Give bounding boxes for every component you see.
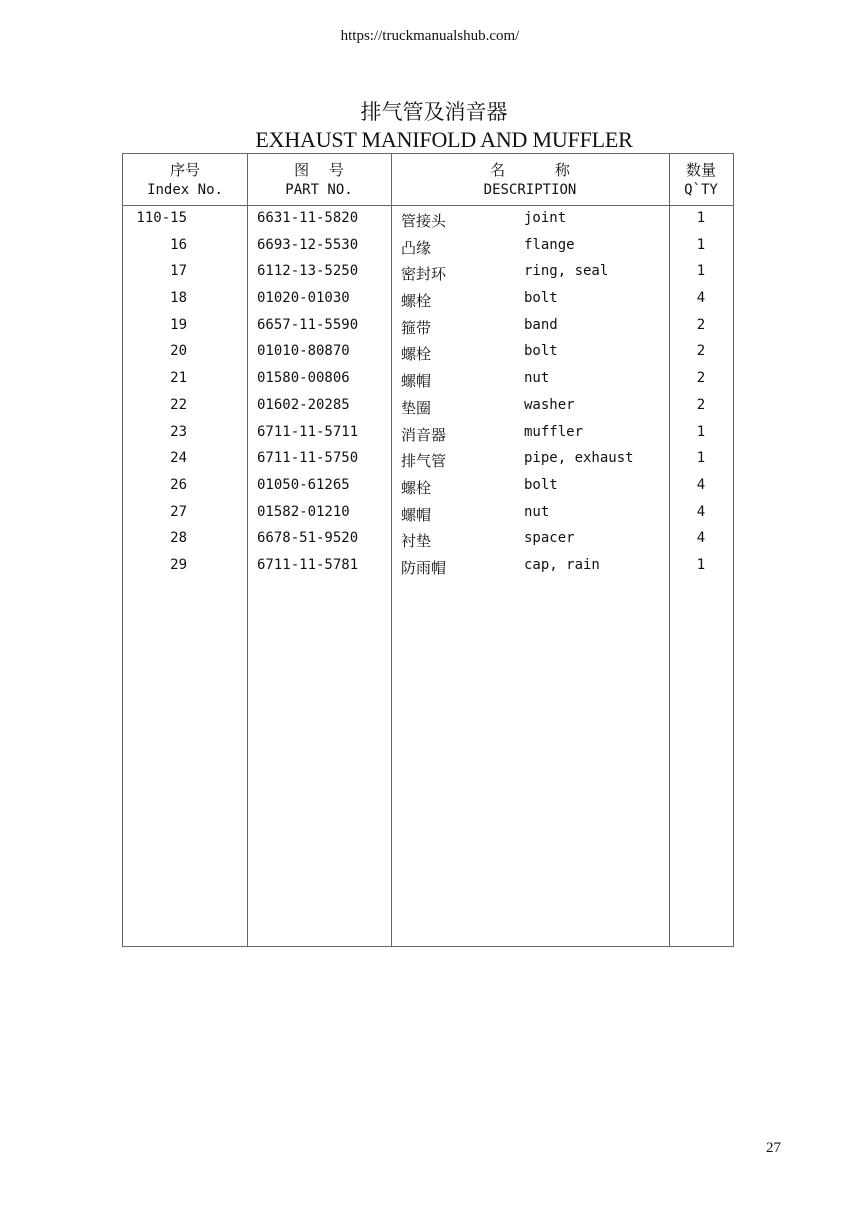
row-index: 27 bbox=[170, 503, 187, 520]
row-description-en: band bbox=[524, 316, 558, 333]
column-header-index-cn: 序号 bbox=[169, 161, 200, 179]
row-quantity: 1 bbox=[696, 236, 706, 253]
row-index: 29 bbox=[170, 556, 187, 573]
row-name-cn: 螺栓 bbox=[401, 478, 432, 497]
row-description-en: bolt bbox=[524, 476, 558, 493]
row-quantity: 2 bbox=[696, 396, 706, 413]
row-quantity: 1 bbox=[696, 263, 706, 280]
row-quantity: 4 bbox=[696, 530, 706, 547]
row-description-en: ring, seal bbox=[524, 263, 609, 280]
row-name-cn: 螺帽 bbox=[401, 505, 432, 524]
column-header-part-en: PART NO. bbox=[285, 182, 353, 198]
column-header-description-cn: 名 称 bbox=[490, 161, 570, 179]
row-index: 20 bbox=[170, 343, 187, 360]
row-index: 23 bbox=[170, 423, 187, 440]
table-row bbox=[123, 237, 733, 264]
column-header-qty-en: Q`TY bbox=[684, 182, 718, 198]
row-name-cn: 螺栓 bbox=[401, 345, 432, 364]
page-title-english: EXHAUST MANIFOLD AND MUFFLER bbox=[255, 127, 633, 152]
row-description-en: spacer bbox=[524, 530, 575, 547]
row-part-number: 6711-11-5781 bbox=[257, 556, 359, 573]
row-name-cn: 消音器 bbox=[401, 425, 447, 444]
row-name-cn: 垫圈 bbox=[401, 398, 432, 417]
row-quantity: 2 bbox=[696, 343, 706, 360]
row-quantity: 4 bbox=[696, 503, 706, 520]
row-description-en: nut bbox=[524, 503, 550, 520]
row-part-number: 6657-11-5590 bbox=[257, 316, 359, 333]
row-part-number: 01010-80870 bbox=[257, 343, 350, 360]
row-index: 26 bbox=[170, 476, 187, 493]
row-index: 17 bbox=[170, 263, 187, 280]
row-quantity: 2 bbox=[696, 316, 706, 333]
row-index: 24 bbox=[170, 450, 187, 467]
row-index: 28 bbox=[170, 530, 187, 547]
page-number: 27 bbox=[766, 1140, 781, 1156]
row-description-en: flange bbox=[524, 236, 575, 253]
row-part-number: 6631-11-5820 bbox=[257, 210, 359, 226]
table-row bbox=[123, 424, 733, 451]
row-quantity: 1 bbox=[696, 423, 706, 440]
column-header-description-en: DESCRIPTION bbox=[483, 182, 577, 198]
row-name-cn: 管接头 bbox=[401, 212, 447, 230]
row-description-en: bolt bbox=[524, 290, 558, 307]
table-row bbox=[123, 343, 733, 370]
row-index: 22 bbox=[170, 396, 187, 413]
row-name-cn: 箍带 bbox=[401, 318, 432, 337]
column-header-index-en: Index No. bbox=[147, 182, 223, 198]
row-description-en: nut bbox=[524, 370, 550, 387]
header-divider bbox=[123, 205, 733, 206]
row-part-number: 6711-11-5750 bbox=[257, 450, 359, 467]
row-name-cn: 衬垫 bbox=[401, 532, 432, 551]
column-header-part bbox=[247, 154, 391, 205]
column-header-description bbox=[391, 154, 669, 205]
row-description-en: cap, rain bbox=[524, 556, 600, 573]
row-index: 19 bbox=[170, 316, 187, 333]
column-header-part-cn: 图 号 bbox=[294, 161, 344, 179]
row-name-cn: 螺帽 bbox=[401, 372, 432, 391]
page-title-chinese: 排气管及消音器 bbox=[360, 100, 508, 124]
table-row bbox=[123, 263, 733, 290]
column-header-qty bbox=[669, 154, 733, 205]
row-index: 110-15 bbox=[136, 210, 187, 226]
row-name-cn: 密封环 bbox=[401, 265, 447, 284]
row-part-number: 6678-51-9520 bbox=[257, 530, 359, 547]
column-header-qty-cn: 数量 bbox=[685, 161, 716, 179]
row-description-en: joint bbox=[524, 210, 567, 226]
row-description-en: bolt bbox=[524, 343, 558, 360]
row-index: 18 bbox=[170, 290, 187, 307]
row-quantity: 1 bbox=[696, 450, 706, 467]
row-index: 21 bbox=[170, 370, 187, 387]
row-part-number: 6693-12-5530 bbox=[257, 236, 359, 253]
row-part-number: 01582-01210 bbox=[257, 503, 350, 520]
table-row bbox=[123, 290, 733, 317]
row-name-cn: 排气管 bbox=[401, 452, 447, 471]
table-row bbox=[123, 530, 733, 557]
table-row bbox=[123, 370, 733, 397]
table-row bbox=[123, 504, 733, 531]
table-row bbox=[123, 477, 733, 504]
table-row bbox=[123, 450, 733, 477]
row-part-number: 6711-11-5711 bbox=[257, 423, 359, 440]
row-description-en: pipe, exhaust bbox=[524, 450, 634, 467]
table-row bbox=[123, 210, 733, 237]
row-quantity: 1 bbox=[696, 210, 706, 226]
table-row bbox=[123, 317, 733, 344]
row-quantity: 1 bbox=[696, 556, 706, 573]
row-name-cn: 防雨帽 bbox=[401, 558, 447, 577]
table-body bbox=[123, 210, 733, 584]
parts-table bbox=[122, 153, 734, 947]
header-url: https://truckmanualshub.com/ bbox=[340, 28, 520, 44]
table-row bbox=[123, 397, 733, 424]
row-name-cn: 螺栓 bbox=[401, 292, 432, 311]
row-quantity: 4 bbox=[696, 476, 706, 493]
row-index: 16 bbox=[170, 236, 187, 253]
table-row bbox=[123, 557, 733, 584]
row-description-en: muffler bbox=[524, 423, 584, 440]
row-quantity: 4 bbox=[696, 290, 706, 307]
row-part-number: 01602-20285 bbox=[257, 396, 350, 413]
row-description-en: washer bbox=[524, 396, 575, 413]
row-part-number: 01580-00806 bbox=[257, 370, 350, 387]
row-part-number: 01050-61265 bbox=[257, 476, 350, 493]
row-part-number: 01020-01030 bbox=[257, 290, 350, 307]
row-quantity: 2 bbox=[696, 370, 706, 387]
row-part-number: 6112-13-5250 bbox=[257, 263, 359, 280]
row-name-cn: 凸缘 bbox=[401, 238, 432, 257]
column-header-index bbox=[123, 154, 247, 205]
